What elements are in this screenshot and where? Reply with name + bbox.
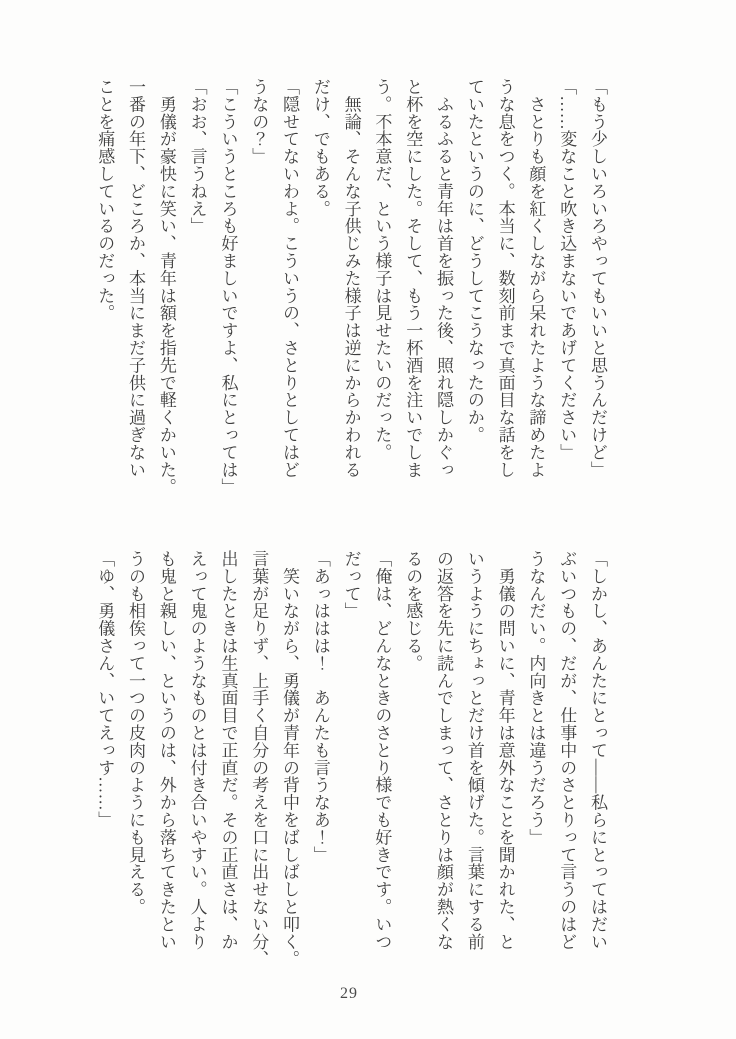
text-column: 「あっははは！ あんたも言うなあ！」 bbox=[310, 550, 330, 864]
text-column: 「俺は、どんなときのさとり様でも好きです。いつ bbox=[372, 550, 392, 951]
text-column: いうようにちょっとだけ首を傾げた。言葉にする前 bbox=[464, 550, 484, 951]
text-column: うのも相俟って一つの皮肉のようにも見える。 bbox=[126, 550, 146, 916]
text-column: 言葉が足りず、上手く自分の考えを口に出せない分、 bbox=[249, 550, 269, 968]
text-column: うなんだい。内向きとは違うだろう」 bbox=[526, 550, 546, 846]
text-column: 笑いながら、勇儀が青年の背中をばしばしと叩く。 bbox=[280, 550, 300, 968]
top-text-block bbox=[88, 78, 612, 504]
text-column: 「ゆ、勇儀さん、いてえっす……」 bbox=[95, 550, 115, 829]
text-column: 「もう少しいろいろやってもいいと思うんだけど」 bbox=[588, 78, 607, 479]
text-column: も鬼と親しい、というのは、外から落ちてきたとい bbox=[156, 550, 176, 951]
text-column: うな息をつく。本当に、数刻前まで真面目な話をし bbox=[495, 78, 515, 479]
page-number: 29 bbox=[340, 985, 358, 1002]
text-column: 「しかし、あんたにとって――私らにとってはだい bbox=[588, 550, 607, 951]
text-column: 「こういうところも好ましいですよ、私にとっては」 bbox=[218, 78, 238, 496]
text-column: ことを痛感しているのだった。 bbox=[95, 78, 115, 322]
text-column: と杯を空にした。そして、もう一杯酒を注いでしま bbox=[403, 78, 423, 479]
text-column: えって鬼のようなものとは付き合いやすい。人より bbox=[187, 550, 207, 951]
text-column: ていたというのに、どうしてこうなったのか。 bbox=[464, 78, 484, 444]
text-column: う。不本意だ、という様子は見せたいのだった。 bbox=[372, 78, 392, 461]
text-column: 「……変なこと吹き込まないであげてください」 bbox=[557, 78, 577, 461]
text-column: の返答を先に読んでしまって、さとりは顔が熱くな bbox=[434, 550, 454, 951]
text-column: さとりも顔を紅くしながら呆れたような諦めたよ bbox=[526, 78, 546, 479]
text-column: ぶいつもの、だが、仕事中のさとりって言うのはど bbox=[557, 550, 577, 951]
text-column: 無論、そんな子供じみた様子は逆にからかわれる bbox=[341, 78, 361, 479]
text-column: ふるふると青年は首を振った後、照れ隠しかぐっ bbox=[434, 78, 454, 479]
text-column: 「おお、言うねえ」 bbox=[187, 78, 207, 235]
text-column: 「隠せてないわよ。こういうの、さとりとしてはど bbox=[280, 78, 300, 479]
text-column: 一番の年下、どころか、本当にまだ子供に過ぎない bbox=[126, 78, 146, 479]
text-column: うなの？」 bbox=[249, 78, 269, 165]
bottom-text-block bbox=[88, 550, 612, 976]
text-column: 勇儀が豪快に笑い、青年は額を指先で軽くかいた。 bbox=[156, 78, 176, 496]
text-column: だって」 bbox=[341, 550, 361, 620]
text-column: るのを感じる。 bbox=[403, 550, 423, 672]
text-column: 出したときは生真面目で正直だ。その正直さは、か bbox=[218, 550, 238, 951]
text-column: だけ、でもある。 bbox=[310, 78, 330, 218]
text-column: 勇儀の問いに、青年は意外なことを聞かれた、と bbox=[495, 550, 515, 951]
